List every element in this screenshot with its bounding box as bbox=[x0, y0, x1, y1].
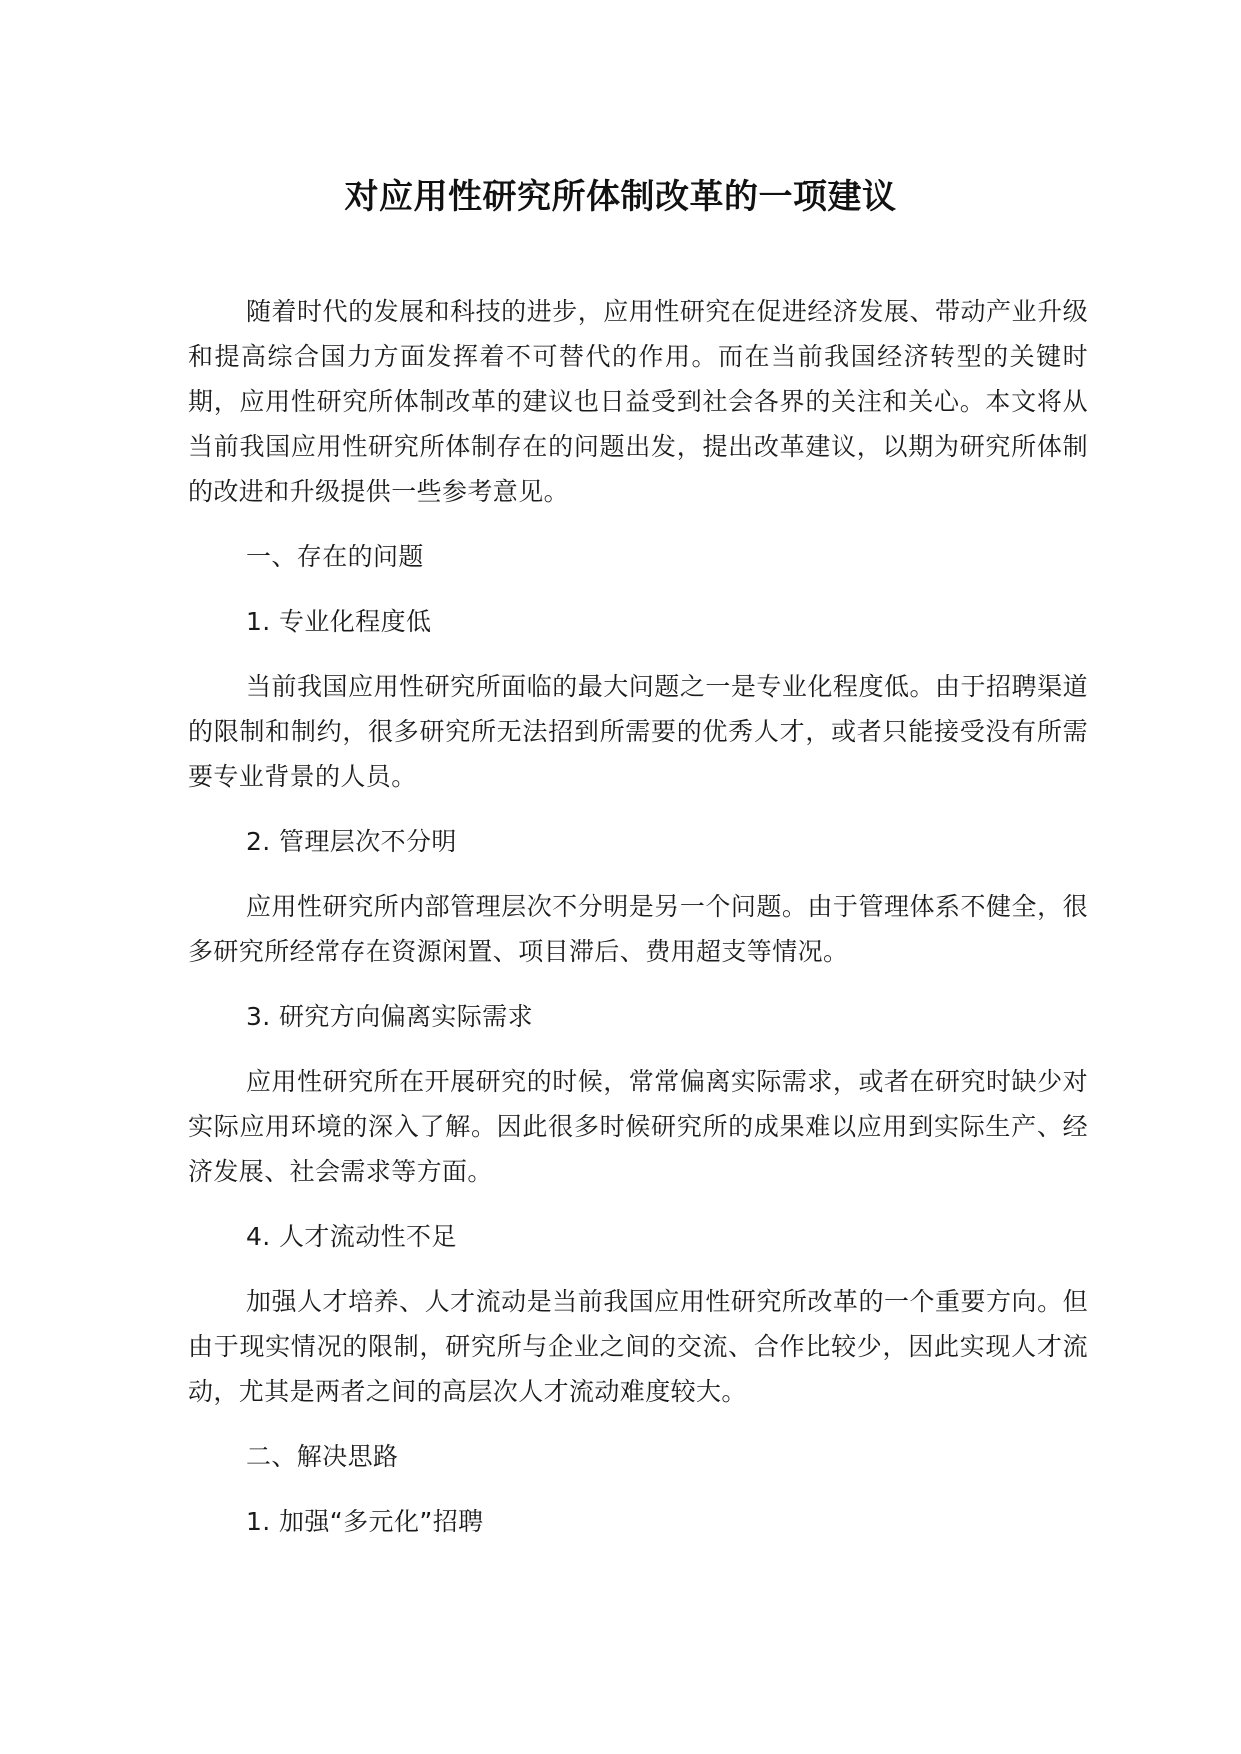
document-title: 对应用性研究所体制改革的一项建议 bbox=[344, 177, 897, 217]
subheading-problem-1: 1. 专业化程度低 bbox=[246, 607, 432, 636]
subheading-problem-3: 3. 研究方向偏离实际需求 bbox=[246, 1002, 534, 1031]
section-heading-problems: 一、存在的问题 bbox=[246, 542, 424, 571]
document-body bbox=[188, 289, 1088, 1564]
subheading-problem-2: 2. 管理层次不分明 bbox=[246, 827, 457, 856]
intro-paragraph: 随着时代的发展和科技的进步，应用性研究在促进经济发展、带动产业升级和提高综合国力方面发挥着不可替代的作用。而在当前我国经济转型的关键时期，应用性研究所体制改革的建议也日益受到社会各界的关注和关心。本文将从当前我国应用性研究所体制存在的问题出发，提出改革建议，以期为研究所体制的改进和升级提供一些参考意见。 bbox=[188, 297, 1088, 506]
paragraph-problem-4: 加强人才培养、人才流动是当前我国应用性研究所改革的一个重要方向。但由于现实情况的限制，研究所与企业之间的交流、合作比较少，因此实现人才流动，尤其是两者之间的高层次人才流动难度较大。 bbox=[188, 1287, 1088, 1406]
paragraph-problem-2: 应用性研究所内部管理层次不分明是另一个问题。由于管理体系不健全，很多研究所经常存在资源闲置、项目滞后、费用超支等情况。 bbox=[188, 892, 1088, 966]
section-heading-solutions: 二、解决思路 bbox=[246, 1442, 399, 1471]
subheading-solution-1: 1. 加强“多元化”招聘 bbox=[246, 1507, 484, 1536]
paragraph-problem-1: 当前我国应用性研究所面临的最大问题之一是专业化程度低。由于招聘渠道的限制和制约，很多研究所无法招到所需要的优秀人才，或者只能接受没有所需要专业背景的人员。 bbox=[188, 672, 1088, 791]
subheading-problem-4: 4. 人才流动性不足 bbox=[246, 1222, 457, 1251]
paragraph-problem-3: 应用性研究所在开展研究的时候，常常偏离实际需求，或者在研究时缺少对实际应用环境的深入了解。因此很多时候研究所的成果难以应用到实际生产、经济发展、社会需求等方面。 bbox=[188, 1067, 1088, 1186]
